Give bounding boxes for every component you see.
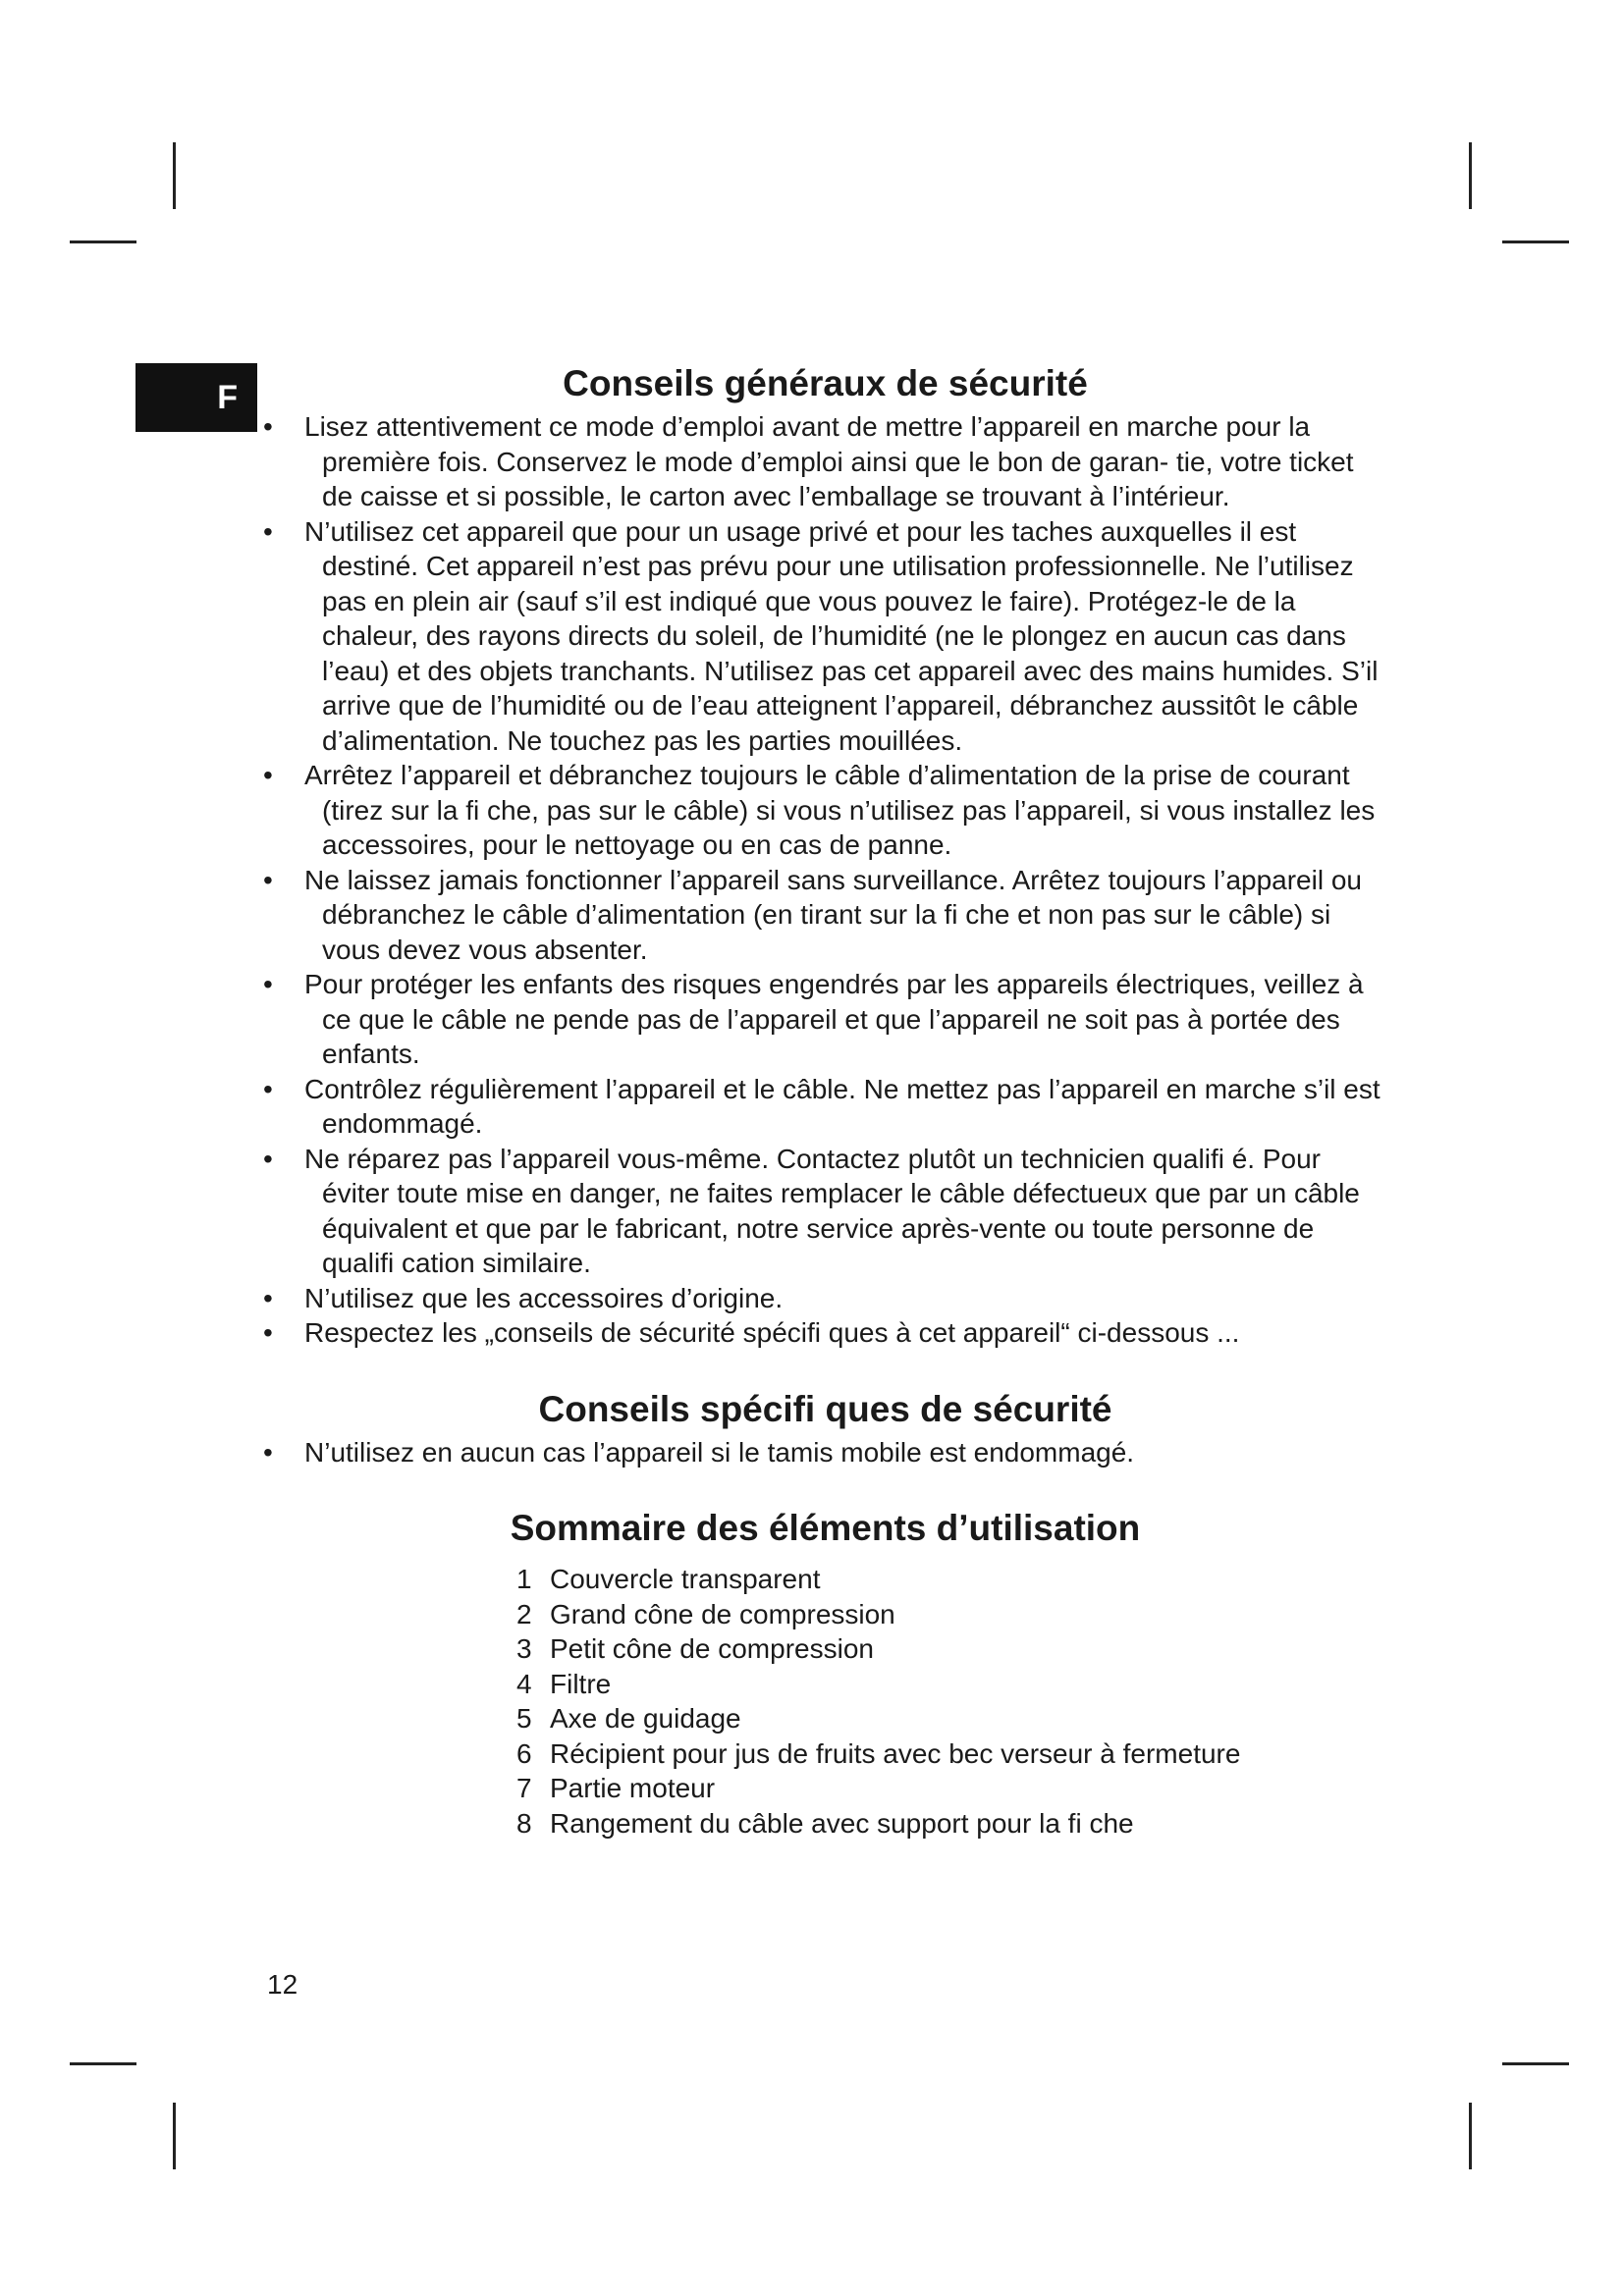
part-label: Couvercle transparent: [550, 1564, 821, 1594]
crop-mark-bottom-left-horizontal: [70, 2062, 136, 2065]
crop-mark-top-right-vertical: [1469, 142, 1472, 209]
crop-mark-bottom-left-vertical: [173, 2103, 176, 2169]
part-number: 2: [516, 1598, 532, 1629]
part-number: 5: [516, 1703, 532, 1734]
part-item: [516, 1736, 1387, 1772]
part-label: Partie moteur: [550, 1773, 716, 1803]
part-number: 1: [516, 1564, 532, 1594]
crop-mark-top-left-vertical: [173, 142, 176, 209]
list-item: • N’utilisez en aucun cas l’appareil si le tamis mobile est endommagé.: [263, 1435, 1387, 1470]
part-item: [516, 1631, 1387, 1667]
list-item: • N’utilisez que les accessoires d’origine.: [263, 1281, 1387, 1316]
part-label: Filtre: [550, 1668, 612, 1699]
general-safety-list: [263, 409, 1387, 1351]
language-tab-label: F: [217, 378, 238, 416]
part-number: 8: [516, 1807, 532, 1839]
crop-mark-top-right-horizontal: [1502, 240, 1569, 243]
part-label: Récipient pour jus de fruits avec bec verseur à fermeture: [550, 1737, 1241, 1769]
part-item: [516, 1597, 1387, 1632]
list-item: • Lisez attentivement ce mode d’emploi avant de mettre l’appareil en marche pour la première fois. Conservez le mode d’emploi ainsi que le bon de garan- tie, votre ticket de caisse et si possible, le carton avec l’emballage se trouvant à l’intérieur.: [263, 409, 1387, 514]
list-item: • Respectez les „conseils de sécurité spécifi ques à cet appareil“ ci-dessous ...: [263, 1315, 1387, 1351]
crop-mark-bottom-right-horizontal: [1502, 2062, 1569, 2065]
part-label: Rangement du câble avec support pour la fi che: [550, 1807, 1134, 1839]
list-item: • Ne réparez pas l’appareil vous-même. Contactez plutôt un technicien qualifi é. Pour éviter toute mise en danger, ne faites remplacer le câble défectueux que par un câble équivalent et que par le fabricant, notre service après-vente ou toute personne de qualifi cation similaire.: [263, 1142, 1387, 1281]
part-label: Petit cône de compression: [550, 1633, 874, 1664]
parts-list: [263, 1562, 1387, 1841]
list-item: • N’utilisez cet appareil que pour un usage privé et pour les taches auxquelles il est destiné. Cet appareil n’est pas prévu pour une utilisation professionnelle. Ne l’utilisez pas en plein air (sauf s’il est indiqué que vous pouvez le faire). Protégez-le de la chaleur, des rayons directs du soleil, de l’humidité (ne le plongez en aucun cas dans l’eau) et des objets tranchants. N’utilisez pas cet appareil avec des mains humides. S’il arrive que de l’humidité ou de l’eau atteignent l’appareil, débranchez aussitôt le câble d’alimentation. Ne touchez pas les parties mouillées.: [263, 514, 1387, 759]
page-number: 12: [267, 1969, 298, 2000]
specific-safety-heading: Conseils spécifi ques de sécurité: [538, 1388, 1112, 1429]
part-item: [516, 1806, 1387, 1842]
list-item: • Contrôlez régulièrement l’appareil et le câble. Ne mettez pas l’appareil en marche s’il est endommagé.: [263, 1072, 1387, 1142]
parts-summary-heading: Sommaire des éléments d’utilisation: [510, 1508, 1141, 1548]
part-item: [516, 1771, 1387, 1806]
crop-mark-bottom-right-vertical: [1469, 2103, 1472, 2169]
part-number: 3: [516, 1633, 532, 1664]
part-label: Grand cône de compression: [550, 1598, 895, 1629]
language-tab: [135, 363, 257, 432]
part-item: [516, 1562, 1387, 1597]
part-item: [516, 1701, 1387, 1736]
page-content: [263, 358, 1387, 1841]
part-number: 6: [516, 1737, 532, 1769]
general-safety-heading: Conseils généraux de sécurité: [563, 363, 1088, 403]
part-label: Axe de guidage: [550, 1703, 741, 1734]
specific-safety-list: [263, 1435, 1387, 1470]
part-item: [516, 1667, 1387, 1702]
list-item: • Pour protéger les enfants des risques engendrés par les appareils électriques, veillez à ce que le câble ne pende pas de l’appareil et que l’appareil ne soit pas à portée des enfants.: [263, 967, 1387, 1072]
part-number: 7: [516, 1773, 532, 1803]
part-number: 4: [516, 1668, 532, 1699]
list-item: • Arrêtez l’appareil et débranchez toujours le câble d’alimentation de la prise de courant (tirez sur la fi che, pas sur le câble) si vous n’utilisez pas l’appareil, si vous installez les accessoires, pour le nettoyage ou en cas de panne.: [263, 758, 1387, 863]
crop-mark-top-left-horizontal: [70, 240, 136, 243]
list-item: • Ne laissez jamais fonctionner l’appareil sans surveillance. Arrêtez toujours l’appareil ou débranchez le câble d’alimentation (en tirant sur la fi che et non pas sur le câble) si vous devez vous absenter.: [263, 863, 1387, 968]
